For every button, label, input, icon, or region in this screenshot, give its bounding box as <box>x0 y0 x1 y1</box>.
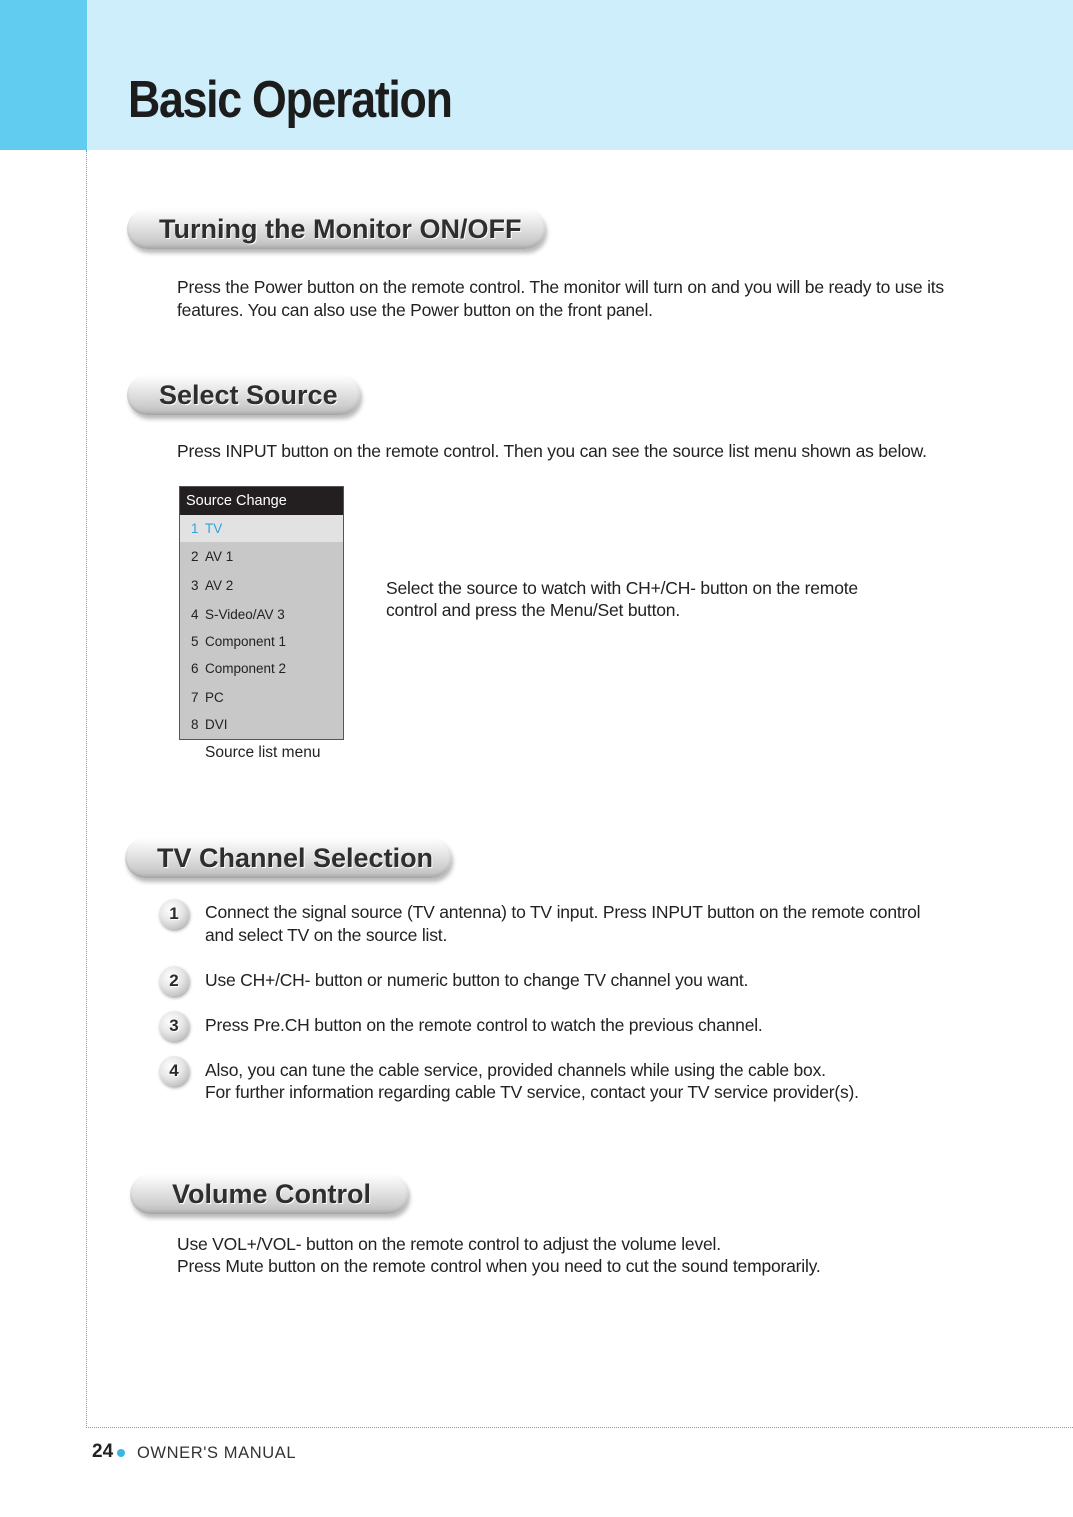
source-intro-text: Press INPUT button on the remote control. Then you can see the source list menu shown as below. <box>177 441 927 461</box>
section-heading-volume: Volume Control <box>130 1174 408 1214</box>
section-heading-source: Select Source <box>127 375 360 415</box>
source-menu-item-component1[interactable]: 5 Component 1 <box>191 634 287 649</box>
channel-step-2-line-1: Use CH+/CH- button or numeric button to change TV channel you want. <box>205 970 749 990</box>
channel-step-3-line-1: Press Pre.CH button on the remote control to watch the previous channel. <box>205 1015 763 1035</box>
channel-step-1-line-2: and select TV on the source list. <box>205 925 448 945</box>
section-heading-power: Turning the Monitor ON/OFF <box>127 209 545 249</box>
step-number-badge: 1 <box>159 899 189 929</box>
source-menu-item-dvi[interactable]: 8 DVI <box>191 717 228 732</box>
source-menu-caption: Source list menu <box>205 744 321 761</box>
channel-step-4-line-1: Also, you can tune the cable service, provided channels while using the cable box. <box>205 1060 826 1080</box>
page-title: Basic Operation <box>128 71 452 129</box>
step-number-badge: 3 <box>159 1011 189 1041</box>
source-menu-item-svideo[interactable]: 4 S-Video/AV 3 <box>191 607 285 622</box>
volume-text-line-2: Press Mute button on the remote control when you need to cut the sound temporarily. <box>177 1256 821 1276</box>
source-menu-item-tv[interactable]: 1 TV <box>180 515 343 542</box>
source-list-menu <box>179 486 344 740</box>
step-number-badge: 2 <box>159 966 189 996</box>
section-heading-channel: TV Channel Selection <box>125 838 451 878</box>
step-number-badge: 4 <box>159 1056 189 1086</box>
left-dotted-rule <box>86 150 87 1428</box>
power-text-line-1: Press the Power button on the remote control. The monitor will turn on and you will be ready to use its <box>177 277 944 297</box>
source-note-line-2: control and press the Menu/Set button. <box>386 600 680 620</box>
channel-step-4-line-2: For further information regarding cable TV service, contact your TV service provider(s). <box>205 1082 859 1102</box>
footer-label: OWNER'S MANUAL <box>137 1444 297 1462</box>
bottom-dotted-rule <box>86 1427 1073 1428</box>
source-menu-item-av2[interactable]: 3 AV 2 <box>191 578 234 593</box>
page-number: 24 <box>92 1441 114 1462</box>
footer-bullet-icon <box>117 1449 125 1457</box>
volume-text-line-1: Use VOL+/VOL- button on the remote control to adjust the volume level. <box>177 1234 721 1254</box>
source-note-line-1: Select the source to watch with CH+/CH- button on the remote <box>386 578 858 598</box>
source-menu-item-pc[interactable]: 7 PC <box>191 690 224 705</box>
power-text-line-2: features. You can also use the Power button on the front panel. <box>177 300 653 320</box>
source-menu-title: Source Change <box>180 487 343 515</box>
channel-step-1-line-1: Connect the signal source (TV antenna) to TV input. Press INPUT button on the remote control <box>205 902 921 922</box>
source-menu-item-av1[interactable]: 2 AV 1 <box>191 549 234 564</box>
source-menu-item-component2[interactable]: 6 Component 2 <box>191 661 287 676</box>
header-tab <box>0 0 87 150</box>
